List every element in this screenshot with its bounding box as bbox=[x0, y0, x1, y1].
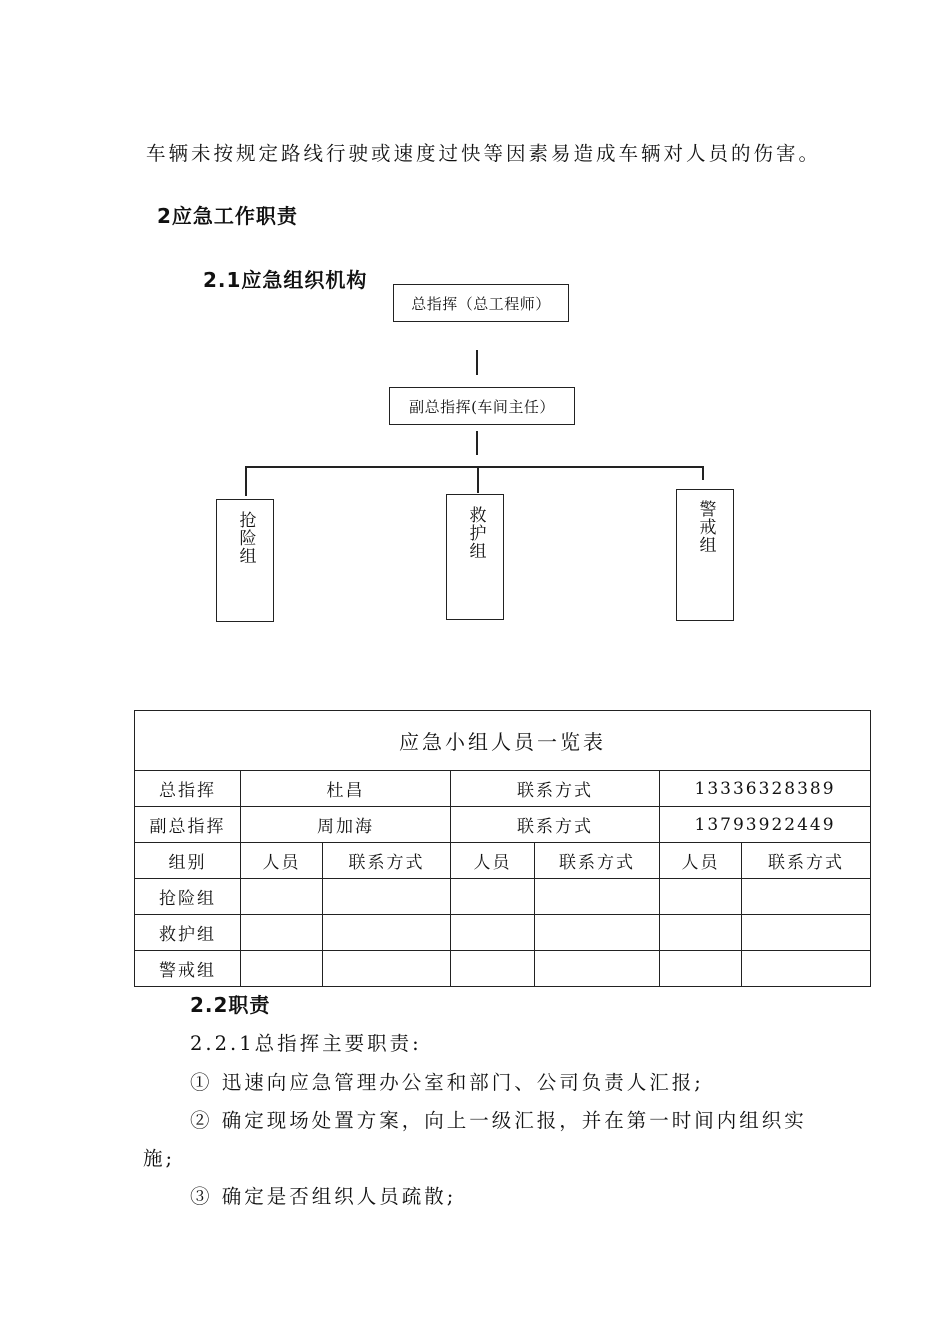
table-cell: 总指挥 bbox=[135, 771, 241, 807]
table-header-cell: 人员 bbox=[241, 843, 323, 879]
org-box-medical-group bbox=[446, 494, 504, 620]
table-row bbox=[135, 951, 871, 987]
table-title: 应急小组人员一览表 bbox=[135, 711, 871, 771]
org-connector bbox=[476, 431, 478, 455]
table-cell bbox=[323, 879, 451, 915]
table-cell bbox=[535, 915, 660, 951]
table-cell: 抢险组 bbox=[135, 879, 241, 915]
org-group-label: 抢险组 bbox=[235, 511, 256, 565]
table-row bbox=[135, 807, 871, 843]
table-cell: 周加海 bbox=[241, 807, 451, 843]
org-branch-line bbox=[245, 466, 703, 468]
duty-item-1: ① 迅速向应急管理办公室和部门、公司负责人汇报; bbox=[190, 1071, 704, 1094]
org-box-commander: 总指挥（总工程师） bbox=[393, 284, 569, 322]
table-cell bbox=[742, 951, 871, 987]
table-header-cell: 人员 bbox=[660, 843, 742, 879]
table-row bbox=[135, 711, 871, 771]
org-box-guard-group bbox=[676, 489, 734, 621]
org-box-deputy: 副总指挥(车间主任） bbox=[389, 387, 575, 425]
table-cell: 杜昌 bbox=[241, 771, 451, 807]
org-group-label: 救护组 bbox=[465, 506, 486, 560]
table-row bbox=[135, 771, 871, 807]
org-box-rescue-group bbox=[216, 499, 274, 622]
section-2-2-heading: 2.2职责 bbox=[190, 993, 271, 1017]
table-cell bbox=[660, 951, 742, 987]
table-cell: 联系方式 bbox=[451, 807, 660, 843]
table-header-cell: 联系方式 bbox=[535, 843, 660, 879]
org-group-label: 警戒组 bbox=[695, 500, 716, 554]
table-header-cell: 联系方式 bbox=[742, 843, 871, 879]
org-connector bbox=[702, 466, 704, 480]
duty-item-2: ② 确定现场处置方案，向上一级汇报，并在第一时间内组织实 bbox=[190, 1109, 807, 1132]
table-cell: 联系方式 bbox=[451, 771, 660, 807]
section-2-heading: 2应急工作职责 bbox=[157, 204, 298, 228]
table-cell bbox=[241, 879, 323, 915]
intro-paragraph: 车辆未按规定路线行驶或速度过快等因素易造成车辆对人员的伤害。 bbox=[146, 142, 822, 165]
roster-table bbox=[134, 710, 871, 987]
table-cell bbox=[742, 915, 871, 951]
table-row bbox=[135, 879, 871, 915]
org-connector bbox=[477, 466, 479, 493]
table-cell bbox=[241, 915, 323, 951]
section-2-2-1-heading: 2.2.1总指挥主要职责: bbox=[190, 1032, 422, 1055]
table-cell bbox=[451, 915, 535, 951]
table-cell bbox=[535, 879, 660, 915]
table-cell bbox=[241, 951, 323, 987]
table-cell bbox=[535, 951, 660, 987]
table-row bbox=[135, 843, 871, 879]
table-cell bbox=[323, 951, 451, 987]
table-cell: 副总指挥 bbox=[135, 807, 241, 843]
table-cell: 警戒组 bbox=[135, 951, 241, 987]
table-cell bbox=[742, 879, 871, 915]
table-cell bbox=[660, 879, 742, 915]
section-2-1-heading: 2.1应急组织机构 bbox=[203, 268, 368, 292]
table-cell bbox=[323, 915, 451, 951]
table-cell: 13793922449 bbox=[660, 807, 871, 843]
duty-item-3: ③ 确定是否组织人员疏散; bbox=[190, 1185, 457, 1208]
table-header-cell: 人员 bbox=[451, 843, 535, 879]
table-cell: 13336328389 bbox=[660, 771, 871, 807]
table-header-cell: 联系方式 bbox=[323, 843, 451, 879]
table-cell bbox=[660, 915, 742, 951]
org-connector bbox=[245, 466, 247, 496]
table-row bbox=[135, 915, 871, 951]
table-cell: 救护组 bbox=[135, 915, 241, 951]
org-connector bbox=[476, 350, 478, 375]
duty-item-2-continued: 施; bbox=[143, 1147, 176, 1170]
table-header-cell: 组别 bbox=[135, 843, 241, 879]
table-cell bbox=[451, 951, 535, 987]
table-cell bbox=[451, 879, 535, 915]
